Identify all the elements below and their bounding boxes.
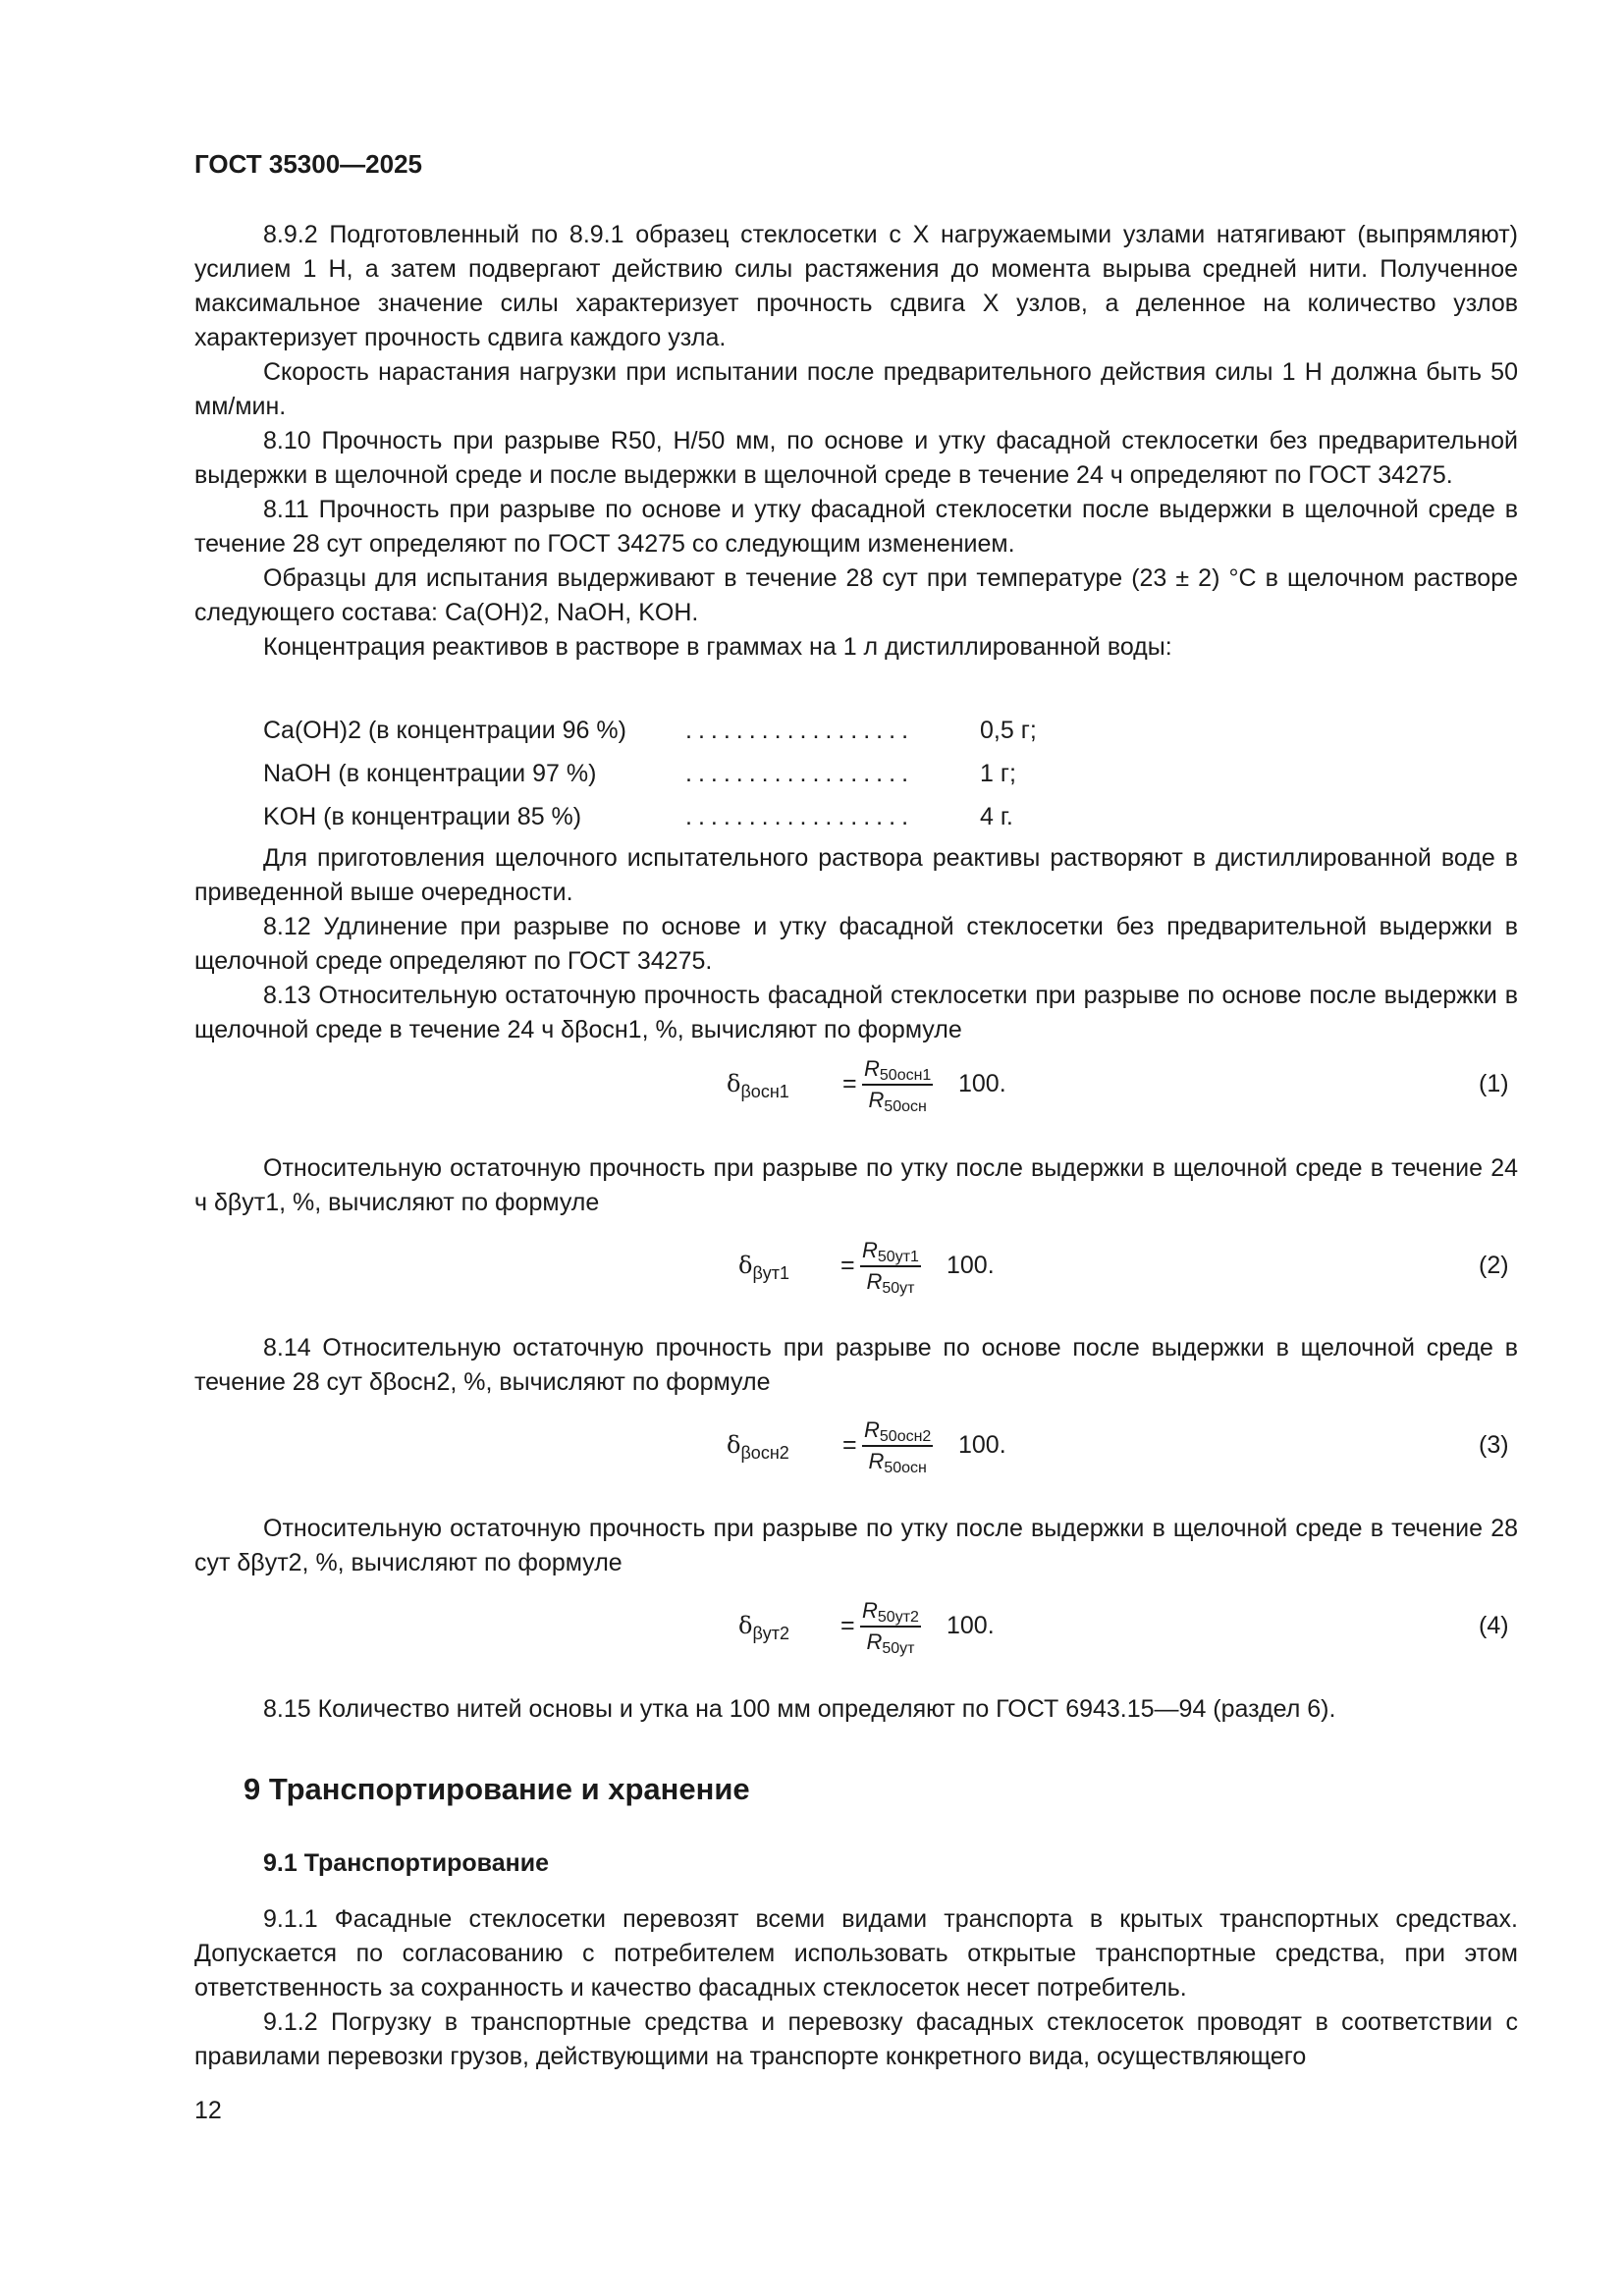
text-block-top bbox=[194, 218, 1518, 665]
text-block-section9 bbox=[194, 1902, 1518, 2074]
paragraph-solution: Для приготовления щелочного испытательного раствора реактивы растворяют в дистиллированной воде в приведенной выше очередности. bbox=[194, 844, 1518, 906]
paragraph-weft-28d: Относительную остаточную прочность при разрыве по утку после выдержки в щелочной среде в течение 28 сут δβут2, %, вычисляют по формуле bbox=[194, 1515, 1518, 1576]
denominator: $R_{50ут}$ bbox=[866, 1269, 915, 1297]
equals-sign: = bbox=[840, 1612, 855, 1639]
leader-dots: .................. bbox=[685, 717, 915, 744]
equals-sign: = bbox=[842, 1431, 857, 1459]
paragraph-concentration: Концентрация реактивов в растворе в граммах на 1 л дистиллированной воды: bbox=[263, 633, 1172, 661]
document-header: ГОСТ 35300—2025 bbox=[194, 149, 422, 179]
page-number: 12 bbox=[194, 2097, 222, 2124]
denominator: $R_{50осн}$ bbox=[868, 1449, 927, 1476]
formula-lhs: $\delta_{\beta осн1}$ bbox=[727, 1070, 789, 1101]
equals-sign: = bbox=[842, 1070, 857, 1097]
equation-number: (2) bbox=[1479, 1252, 1509, 1279]
text-block-f2 bbox=[194, 1331, 1518, 1400]
equals-sign: = bbox=[840, 1252, 855, 1279]
reagent-value: 0,5 г; bbox=[980, 717, 1037, 744]
paragraph-weft-24h: Относительную остаточную прочность при разрыве по утку после выдержки в щелочной среде в течение 24 ч δβут1, %, вычисляют по формуле bbox=[194, 1154, 1518, 1216]
paragraph-8-10: 8.10 Прочность при разрыве R50, Н/50 мм, по основе и утку фасадной стеклосетки без предварительной выдержки в щелочной среде и после выдержки в щелочной среде в течение 24 ч определяют по ГОСТ 34275. bbox=[194, 427, 1518, 489]
text-block-mid bbox=[194, 841, 1518, 1047]
paragraph-8-12: 8.12 Удлинение при разрыве по основе и утку фасадной стеклосетки без предварительной выдержки в щелочной среде определяют по ГОСТ 34275. bbox=[194, 913, 1518, 975]
text-block-f3 bbox=[194, 1512, 1518, 1580]
fraction bbox=[860, 1598, 921, 1655]
numerator: $R_{50ут2}$ bbox=[862, 1598, 919, 1626]
numerator: $R_{50осн1}$ bbox=[864, 1056, 932, 1084]
numerator: $R_{50осн2}$ bbox=[864, 1417, 932, 1445]
multiplier: 100. bbox=[958, 1070, 1006, 1097]
multiplier: 100. bbox=[947, 1612, 995, 1639]
fraction bbox=[862, 1056, 933, 1113]
text-block-8-15 bbox=[194, 1692, 1518, 1727]
denominator: $R_{50осн}$ bbox=[868, 1088, 927, 1115]
formula-lhs: $\delta_{\beta ут1}$ bbox=[738, 1252, 790, 1283]
paragraph-9-1-1: 9.1.1 Фасадные стеклосетки перевозят всеми видами транспорта в крытых транспортных средствах. Допускается по согласованию с потребителем использовать открытые транспортные средства, при этом ответственность за сохранность и качество фасадных стеклосеток несет потребитель. bbox=[194, 1905, 1518, 2002]
section-heading: 9 Транспортирование и хранение bbox=[244, 1772, 750, 1806]
reagent-name: Ca(OH)2 (в концентрации 96 %) bbox=[263, 717, 626, 744]
equation-number: (3) bbox=[1479, 1431, 1509, 1459]
leader-dots: .................. bbox=[685, 760, 915, 787]
fraction bbox=[862, 1417, 933, 1474]
paragraph-samples: Образцы для испытания выдерживают в течение 28 сут при температуре (23 ± 2) °C в щелочном растворе следующего состава: Ca(OH)2, NaOH, KOH. bbox=[194, 564, 1518, 626]
multiplier: 100. bbox=[947, 1252, 995, 1279]
paragraph-9-1-2: 9.1.2 Погрузку в транспортные средства и перевозку фасадных стеклосеток проводят в соответствии с правилами перевозки грузов, действующими на транспорте конкретного вида, осуществляющего bbox=[194, 2008, 1518, 2070]
equation-number: (1) bbox=[1479, 1070, 1509, 1097]
leader-dots: .................. bbox=[685, 803, 915, 830]
reagent-value: 4 г. bbox=[980, 803, 1013, 830]
paragraph-8-15: 8.15 Количество нитей основы и утка на 100 мм определяют по ГОСТ 6943.15—94 (раздел 6). bbox=[263, 1695, 1336, 1723]
paragraph-8-9-2: 8.9.2 Подготовленный по 8.9.1 образец стеклосетки с X нагружаемыми узлами натягивают (выпрямляют) усилием 1 Н, а затем подвергают действию силы растяжения до момента вырыва средней нити. Полученное максимальное значение силы характеризует прочность сдвига X узлов, а деленное на количество узлов характеризует прочность сдвига каждого узла. bbox=[194, 221, 1518, 351]
paragraph-8-14: 8.14 Относительную остаточную прочность при разрыве по основе после выдержки в щелочной среде в течение 28 сут δβосн2, %, вычисляют по формуле bbox=[194, 1334, 1518, 1396]
denominator: $R_{50ут}$ bbox=[866, 1629, 915, 1657]
numerator: $R_{50ут1}$ bbox=[862, 1238, 919, 1265]
multiplier: 100. bbox=[958, 1431, 1006, 1459]
formula-lhs: $\delta_{\beta осн2}$ bbox=[727, 1431, 789, 1463]
fraction bbox=[860, 1238, 921, 1295]
reagent-name: KOH (в концентрации 85 %) bbox=[263, 803, 582, 830]
paragraph-8-11: 8.11 Прочность при разрыве по основе и утку фасадной стеклосетки после выдержки в щелочной среде в течение 28 сут определяют по ГОСТ 34275 со следующим изменением. bbox=[194, 496, 1518, 558]
reagent-name: NaOH (в концентрации 97 %) bbox=[263, 760, 597, 787]
formula-lhs: $\delta_{\beta ут2}$ bbox=[738, 1612, 790, 1643]
equation-number: (4) bbox=[1479, 1612, 1509, 1639]
paragraph-load-rate: Скорость нарастания нагрузки при испытании после предварительного действия силы 1 Н должна быть 50 мм/мин. bbox=[194, 358, 1518, 420]
subsection-heading: 9.1 Транспортирование bbox=[263, 1849, 549, 1877]
paragraph-8-13: 8.13 Относительную остаточную прочность фасадной стеклосетки при разрыве по основе после выдержки в щелочной среде в течение 24 ч δβосн1, %, вычисляют по формуле bbox=[194, 982, 1518, 1043]
text-block-f1 bbox=[194, 1151, 1518, 1220]
reagent-value: 1 г; bbox=[980, 760, 1016, 787]
